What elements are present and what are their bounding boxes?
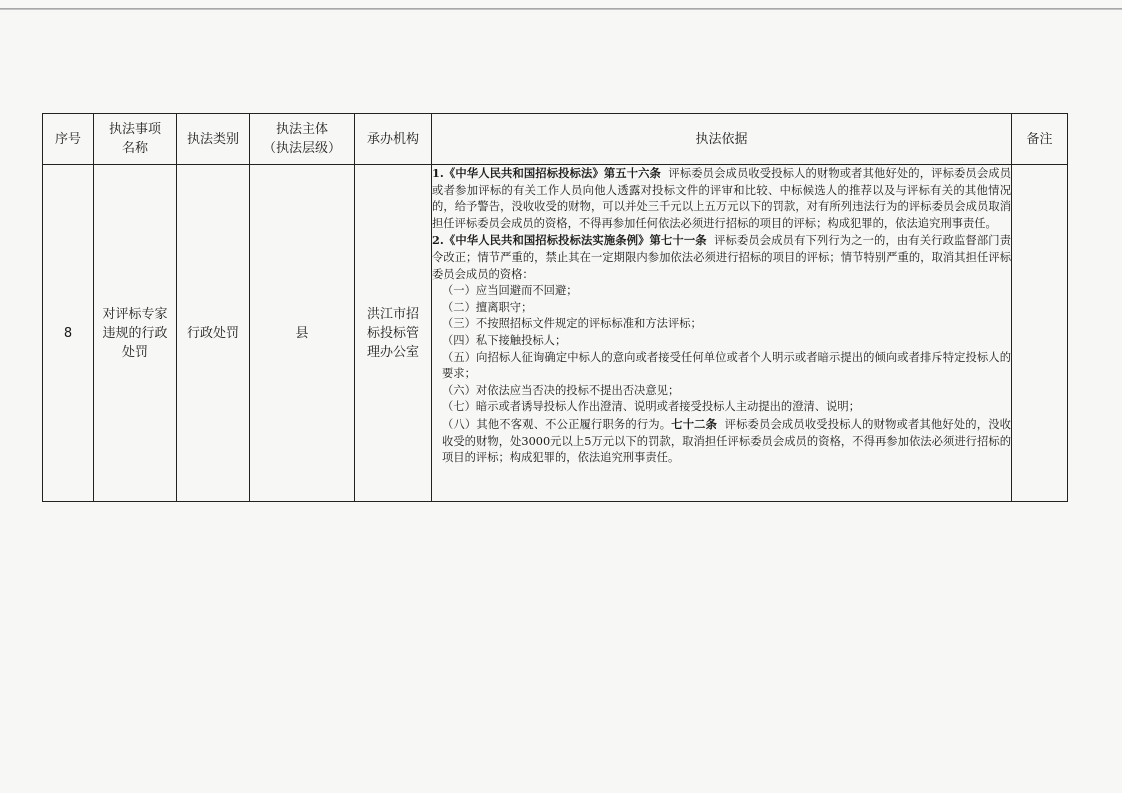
law2-text: 评标委员会成员有下列行为之一的，由有关行政监督部门责令改正；情节严重的，禁止其在一定期限内参加依法必须进行招标的项目的评标；情节特别严重的，取消其担任评标委员会成员的资格： <box>432 234 1011 281</box>
cell-agency-line1: 洪江市招 <box>366 306 419 322</box>
basis-law2 <box>432 232 1011 283</box>
cell-item-line1: 对评标专家 <box>102 306 168 322</box>
cell-agency-line2: 标投标管 <box>366 325 419 341</box>
header-item-line2: 名称 <box>121 141 148 156</box>
basis-item-1: （一）应当回避而不回避； <box>442 284 578 298</box>
cell-category: 行政处罚 <box>177 165 250 502</box>
basis-law1 <box>432 165 1011 232</box>
law2-title: 2.《中华人民共和国招标投标法实施条例》第七十一条 <box>432 233 707 248</box>
cell-basis <box>432 165 1012 502</box>
header-item <box>94 114 177 165</box>
cell-item-line2: 违规的行政 <box>102 325 168 341</box>
cell-agency <box>355 165 432 502</box>
header-remark: 备注 <box>1012 114 1068 165</box>
cell-agency-line3: 理办公室 <box>366 344 419 360</box>
basis-item-4: （四）私下接触投标人； <box>442 333 567 347</box>
law1-text: 评标委员会成员收受投标人的财物或者其他好处的，评标委员会成员或者参加评标的有关工作人员向他人透露对投标文件的评审和比较、中标候选人的推荐以及与评标有关的其他情况的，给予警告，没收收受的财物，可以并处三千元以上五万元以下的罚款，对有所列违法行为的评标委员会成员取消担任评标委员会成员的资格，不得再参加任何依法必须进行招标的项目的评标；构成犯罪的，依法追究刑事责任。 <box>432 167 1011 230</box>
cell-remark <box>1012 165 1068 502</box>
header-subject-line2: （执法层级） <box>262 141 341 156</box>
header-row <box>43 114 1068 165</box>
header-seq: 序号 <box>43 114 94 165</box>
header-agency: 承办机构 <box>355 114 432 165</box>
cell-item <box>94 165 177 502</box>
basis-item-8 <box>432 416 1011 467</box>
law3-title: 七十二条 <box>671 416 718 431</box>
cell-item-line3: 处罚 <box>121 344 148 360</box>
basis-item-5: （五）向招标人征询确定中标人的意向或者接受任何单位或者个人明示或者暗示提出的倾向或者排斥特定投标人的要求； <box>442 350 1011 381</box>
scan-edge-line <box>0 8 1122 10</box>
item8-text: （八）其他不客观、不公正履行职务的行为。 <box>442 417 672 431</box>
cell-seq: 8 <box>43 165 94 502</box>
table-row <box>43 165 1068 502</box>
header-basis: 执法依据 <box>432 114 1012 165</box>
header-subject <box>250 114 355 165</box>
basis-item-6: （六）对依法应当否决的投标不提出否决意见； <box>442 383 680 397</box>
law1-title: 1.《中华人民共和国招标投标法》第五十六条 <box>432 166 661 180</box>
header-item-line1: 执法事项 <box>108 122 161 137</box>
header-subject-line1: 执法主体 <box>275 122 328 137</box>
basis-item-2: （二）擅离职守； <box>442 300 533 314</box>
enforcement-table <box>42 113 1068 502</box>
cell-subject: 县 <box>250 165 355 502</box>
law3-text: 评标委员会成员收受投标人的财物或者其他好处的，没收收受的财物，处3000元以上5万元以下的罚款，取消担任评标委员会成员的资格，不得再参加依法必须进行招标的项目的评标；构成犯罪的，依法追究刑事责任。 <box>442 417 1011 465</box>
basis-item-7: （七）暗示或者诱导投标人作出澄清、说明或者接受投标人主动提出的澄清、说明； <box>442 400 860 414</box>
header-category: 执法类别 <box>177 114 250 165</box>
basis-item-3: （三）不按照招标文件规定的评标标准和方法评标； <box>442 317 702 331</box>
